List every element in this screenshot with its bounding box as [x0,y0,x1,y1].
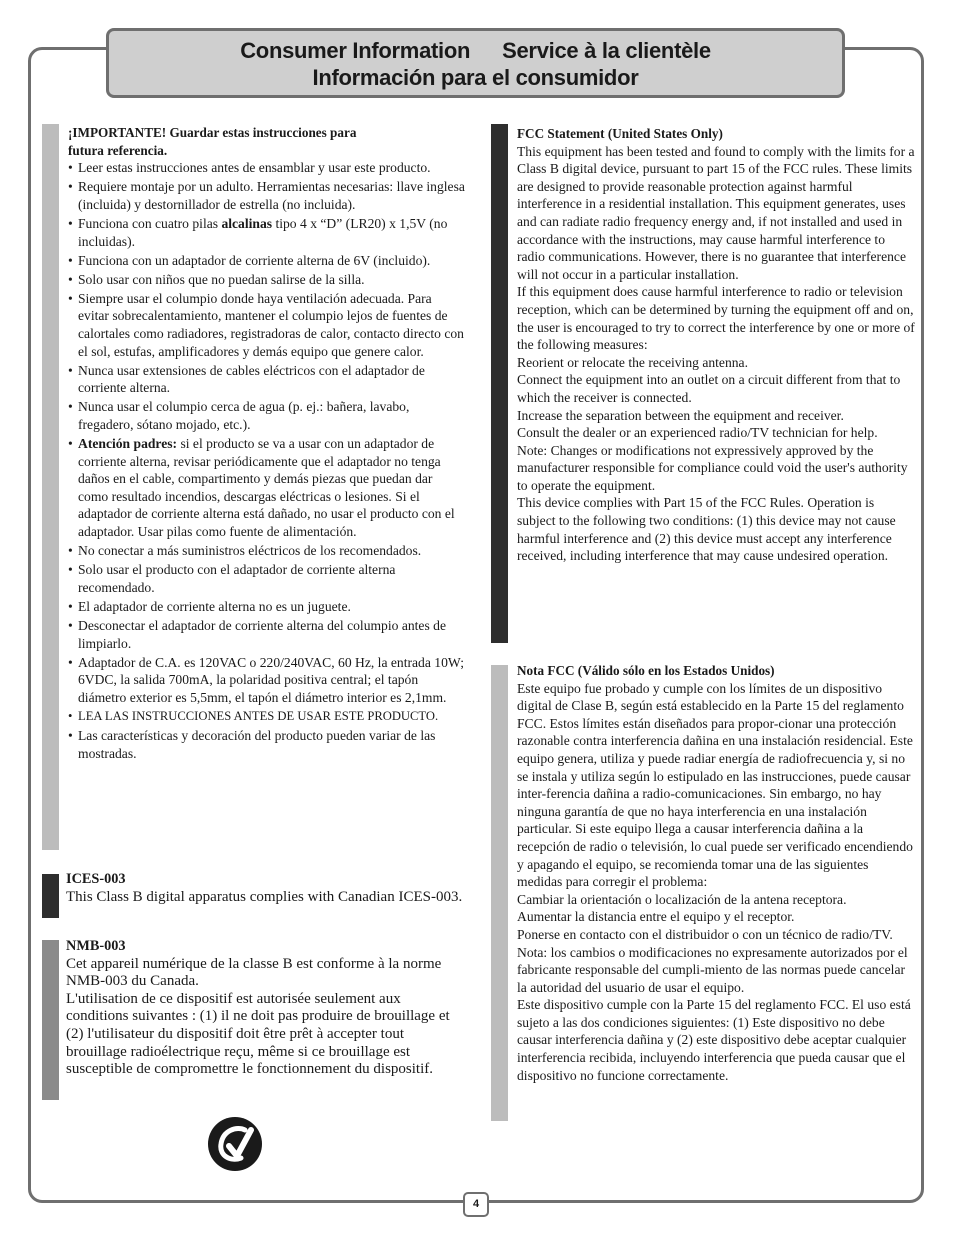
list-item: • Solo usar el producto con el adaptador de corriente alterna recomendado. [68,561,466,596]
nota-section-bar [491,665,508,1121]
list-item: • Adaptador de C.A. es 120VAC o 220/240VAC, 60 Hz, la entrada 10W; 6VDC, la salida 700mA, la polaridad positiva central; el tapón diámetro exterior es 5,5mm, el tapón el diámetro interior es 2,1mm. [68,654,466,707]
title-french: Service à la clientèle [502,38,711,63]
fcc-measure: Reorient or relocate the receiving antenna. [517,354,748,370]
nmb-section-bar [42,940,59,1100]
fcc-paragraph-1: This equipment has been tested and found to comply with the limits for a Class B digital device, pursuant to part 15 of the FCC rules. These limits are designed to provide reasonable protection against harmful interference in a residential installation. This equipment generates, uses and can radiate radio frequency energy and, if not installed and used in accordance with the instructions, may cause harmful interference to radio communications. However, there is no guarantee that interference will not occur in a particular installation. [517,143,915,282]
ices-text: This Class B digital apparatus complies with Canadian ICES-003. [66,888,463,905]
list-item: • Nunca usar el columpio cerca de agua (p. ej.: bañera, lavabo, fregadero, sótano mojado, etc.). [68,398,466,433]
c-tick-compliance-logo [207,1116,263,1172]
nota-heading: Nota FCC (Válido sólo en los Estados Unidos) [517,663,775,678]
list-item: • Funciona con cuatro pilas alcalinas tipo 4 x “D” (LR20) x 1,5V (no incluidas). [68,215,466,250]
fcc-measure: Connect the equipment into an outlet on a circuit different from that to which the receiver is connected. [517,372,901,405]
list-item: • Siempre usar el columpio donde haya ventilación adecuada. Para evitar sobrecalentamiento, mantener el columpio lejos de fuentes de calortales como radiadores, registradoras de calor, contacto directo con el sol, estufas, amplificadores y demás equipo que genere calor. [68,290,466,360]
fcc-note: Note: Changes or modifications not expressively approved by the manufacturer responsible for compliance could void the user's authority to operate the equipment. [517,442,908,493]
nota-measure: Cambiar la orientación o localización de la antena receptora. [517,891,847,907]
fcc-paragraph-3: This device complies with Part 15 of the FCC Rules. Operation is subject to the following two conditions: (1) this device may not cause harmful interference and (2) this device must accept any interference received, including interference that may cause undesired operation. [517,495,896,564]
fcc-measure: Consult the dealer or an experienced radio/TV technician for help. [517,425,878,441]
nota-paragraph-1: Este equipo fue probado y cumple con los límites de un dispositivo digital de Clase B, según está establecido en la Parte 15 del reglamento FCC. Estos límites están diseñados para propor-cionar una protección razonable contra interferencia dañina en una instalación residencial. Este equipo genera, utiliza y puede radiar energía de radiofrecuencia y, si no se instala y utiliza según lo estipulado en las instrucciones, puede causar inter-ferencia dañina a radio-comunicaciones. Sin embargo, no hay ninguna garantía de que no haya interferencia en una instalación particular. Si este equipo llega a causar interferencia dañina a la recepción de radio o televisión, lo cual puede ser verificado encendiendo y apagando el equipo, se recomienda tomar una de las siguientes medidas para corregir el problema: [517,680,913,890]
list-item: • LEA LAS INSTRUCCIONES ANTES DE USAR ESTE PRODUCTO. [68,708,466,726]
title-spanish: Información para el consumidor [312,65,639,90]
fcc-section [517,125,915,565]
nota-note: Nota: los cambios o modificaciones no expresamente autorizados por el fabricante responsable del cumpli-miento de las normas puede cancelar la autoridad del usuario de usar el equipo. [517,944,908,995]
fcc-section-bar [491,124,508,643]
list-item: • Desconectar el adaptador de corriente alterna del columpio antes de limpiarlo. [68,617,466,652]
list-item: • Leer estas instrucciones antes de ensamblar y usar este producto. [68,159,466,177]
fcc-heading: FCC Statement (United States Only) [517,126,723,141]
nota-measure: Ponerse en contacto con el distribuidor o con un técnico de radio/TV. [517,926,893,942]
list-item: • Nunca usar extensiones de cables eléctricos con el adaptador de corriente alterna. [68,362,466,397]
list-item: • El adaptador de corriente alterna no es un juguete. [68,598,466,616]
nmb-paragraph-1: Cet appareil numérique de la classe B est conforme à la norme NMB-003 du Canada. [66,955,442,990]
ices-section [66,871,466,906]
title-english: Consumer Information [240,38,471,63]
nmb-section [66,938,466,1079]
important-section [68,124,466,764]
page-title [106,28,845,98]
list-item: • No conectar a más suministros eléctricos de los recomendados. [68,542,466,560]
list-item: • Atención padres: si el producto se va a usar con un adaptador de corriente alterna, revisar periódicamente que el adaptador no tenga daños en el cable, compartimento y demás piezas que puedan dar como resultado incendios, descargas eléctricas o lesiones. Si el adaptador de corriente alterna está dañado, no usar el producto con el adaptador. Usar pilas como fuente de alimentación. [68,435,466,541]
important-heading: ¡IMPORTANTE! Guardar estas instrucciones para futura referencia. [68,125,357,158]
nota-paragraph-2: Este dispositivo cumple con la Parte 15 del reglamento FCC. El uso está sujeto a las dos condiciones siguientes: (1) Este dispositivo no debe causar interferencia dañina y (2) este dispositivo debe aceptar cualquier interferencia recibida, incluyendo interferencia que pueda causar que el dispositivo no funcione correctamente. [517,997,911,1083]
important-section-bar [42,124,59,850]
list-item: • Solo usar con niños que no puedan salirse de la silla. [68,271,466,289]
nota-measure: Aumentar la distancia entre el equipo y el receptor. [517,909,795,925]
list-item: • Funciona con un adaptador de corriente alterna de 6V (incluido). [68,252,466,270]
page-number: 4 [463,1192,489,1217]
list-item: • Las características y decoración del producto pueden variar de las mostradas. [68,727,466,762]
nmb-heading: NMB-003 [66,938,126,954]
ices-heading: ICES-003 [66,871,126,887]
fcc-measure: Increase the separation between the equipment and receiver. [517,407,844,423]
fcc-paragraph-2: If this equipment does cause harmful interference to radio or television reception, which can be determined by turning the equipment off and on, the user is encouraged to try to correct the interference by one or more of the following measures: [517,284,915,353]
important-list [68,159,466,762]
ices-section-bar [42,874,59,918]
list-item: • Requiere montaje por un adulto. Herramientas necesarias: llave inglesa (incluida) y destornillador de estrella (no incluida). [68,178,466,213]
nmb-paragraph-2: L'utilisation de ce dispositif est autorisée seulement aux conditions suivantes : (1) il ne doit pas produire de brouillage et (2) l'utilisateur du dispositif doit être prêt à accepter tout brouillage radioélectrique reçu, même si ce brouillage est susceptible de compromettre le fonctionnement du dispositif. [66,990,450,1078]
nota-section [517,662,915,1084]
